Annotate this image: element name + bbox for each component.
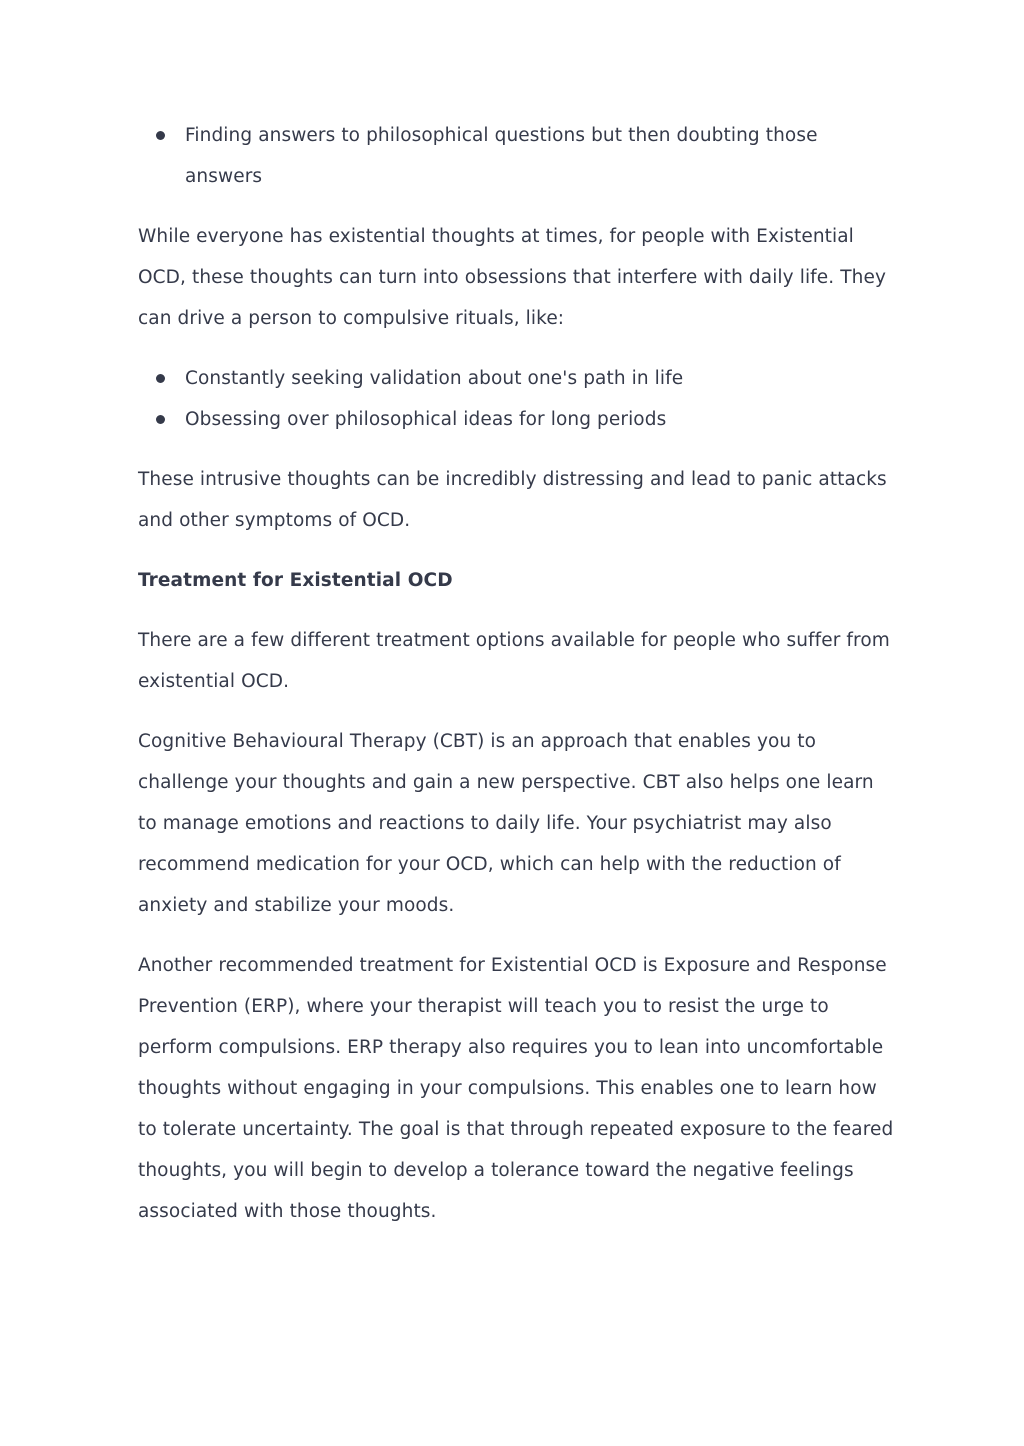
paragraph-erp: Another recommended treatment for Existential OCD is Exposure and Response Prevention (ERP), where your therapist will teach you to resist the urge to perform compulsions. ERP therapy also requires you to lean into uncomfortable thoughts without engaging in your compulsions. This enables one to learn how to tolerate uncertainty. The goal is that through repeated exposure to the feared thoughts, you will begin to develop a tolerance toward the negative feelings associated with those thoughts. [138,955,894,1222]
bullet-list-rituals [138,358,898,440]
bullet-icon [156,415,165,424]
bullet-icon [156,131,165,140]
bullet-icon [156,374,165,383]
paragraph-intrusive-thoughts: These intrusive thoughts can be incredibly distressing and lead to panic attacks and other symptoms of OCD. [138,469,887,531]
bullet-list-doubting [138,115,898,197]
document-body [138,115,898,1251]
paragraph-treatment-options: There are a few different treatment options available for people who suffer from existential OCD. [138,630,890,692]
paragraph-existential-thoughts: While everyone has existential thoughts at times, for people with Existential OCD, these thoughts can turn into obsessions that interfere with daily life. They can drive a person to compulsive rituals, like: [138,226,886,329]
paragraph-cbt: Cognitive Behavioural Therapy (CBT) is an approach that enables you to challenge your thoughts and gain a new perspective. CBT also helps one learn to manage emotions and reactions to daily life. Your psychiatrist may also recommend medication for your OCD, which can help with the reduction of anxiety and stabilize your moods. [138,731,874,916]
list-item-text: Finding answers to philosophical questions but then doubting those answers [185,125,818,187]
section-heading-treatment: Treatment for Existential OCD [138,570,453,591]
list-item [138,115,898,197]
list-item [138,358,898,399]
list-item-text: Obsessing over philosophical ideas for long periods [185,409,667,430]
list-item-text: Constantly seeking validation about one's path in life [185,368,684,389]
list-item [138,399,898,440]
